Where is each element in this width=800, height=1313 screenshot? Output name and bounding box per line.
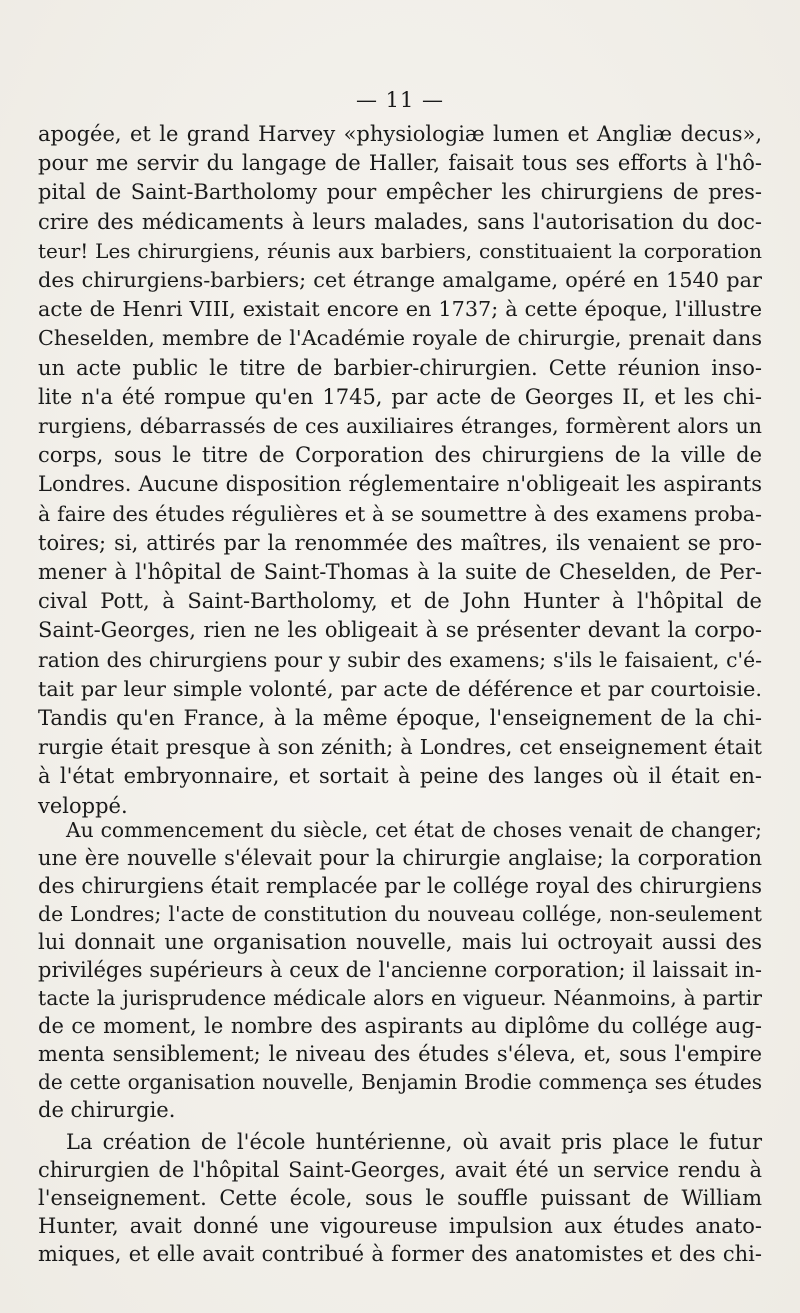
text-line: pital de Saint-Bartholomy pour empêcher les chirurgiens de pres- xyxy=(38,180,762,205)
text-line: apogée, et le grand Harvey «physiologiæ lumen et Angliæ decus», xyxy=(38,122,762,146)
text-line: de cette organisation nouvelle, Benjamin Brodie commença ses études xyxy=(38,1070,762,1094)
text-line: ration des chirurgiens pour y subir des examens; s'ils le faisaient, c'é- xyxy=(38,647,762,672)
page-number: — 11 — xyxy=(355,88,445,112)
text-line: Cheselden, membre de l'Académie royale de chirurgie, prenait dans xyxy=(38,326,762,351)
text-line: Hunter, avait donné une vigoureuse impulsion aux études anato- xyxy=(38,1214,762,1238)
text-line: priviléges supérieurs à ceux de l'ancienne corporation; il laissait in- xyxy=(38,958,762,982)
text-line: pour me servir du langage de Haller, faisait tous ses efforts à l'hô- xyxy=(38,151,762,176)
text-line: des chirurgiens était remplacée par le collége royal des chirurgiens xyxy=(38,874,762,898)
text-line: crire des médicaments à leurs malades, sans l'autorisation du doc- xyxy=(38,209,762,234)
text-line: rurgie était presque à son zénith; à Londres, cet enseignement était xyxy=(38,735,762,760)
text-line: La création de l'école huntérienne, où avait pris place le futur xyxy=(66,1130,762,1154)
text-line: cival Pott, à Saint-Bartholomy, et de John Hunter à l'hôpital de xyxy=(38,589,762,614)
text-line: Au commencement du siècle, cet état de choses venait de changer; xyxy=(66,818,762,842)
text-line: à faire des études régulières et à se soumettre à des examens proba- xyxy=(38,501,762,526)
text-line: toires; si, attirés par la renommée des maîtres, ils venaient se pro- xyxy=(38,530,762,555)
text-line: de ce moment, le nombre des aspirants au diplôme du collége aug- xyxy=(38,1014,762,1038)
text-line: veloppé. xyxy=(38,793,128,818)
text-line: des chirurgiens-barbiers; cet étrange amalgame, opéré en 1540 par xyxy=(38,268,762,293)
paragraph-1 xyxy=(38,120,762,821)
paragraph-2-3 xyxy=(38,816,762,1268)
text-line: Londres. Aucune disposition réglementaire n'obligeait les aspirants xyxy=(38,472,762,497)
text-line: Saint-Georges, rien ne les obligeait à se présenter devant la corpo- xyxy=(38,618,762,643)
text-line: chirurgien de l'hôpital Saint-Georges, avait été un service rendu à xyxy=(38,1158,762,1182)
text-line: acte de Henri VIII, existait encore en 1737; à cette époque, l'illustre xyxy=(38,297,762,322)
text-line: tacte la jurisprudence médicale alors en vigueur. Néanmoins, à partir xyxy=(38,986,762,1010)
text-line: à l'état embryonnaire, et sortait à peine des langes où il était en- xyxy=(38,764,762,789)
text-line: miques, et elle avait contribué à former des anatomistes et des chi- xyxy=(38,1242,762,1266)
text-line: lite n'a été rompue qu'en 1745, par acte de Georges II, et les chi- xyxy=(38,384,762,409)
text-line: un acte public le titre de barbier-chirurgien. Cette réunion inso- xyxy=(38,355,762,380)
text-line: une ère nouvelle s'élevait pour la chirurgie anglaise; la corporation xyxy=(38,846,762,870)
text-line: mener à l'hôpital de Saint-Thomas à la suite de Cheselden, de Per- xyxy=(38,560,762,585)
text-line: tait par leur simple volonté, par acte de déférence et par courtoisie. xyxy=(38,676,762,701)
text-line: teur! Les chirurgiens, réunis aux barbiers, constituaient la corporation xyxy=(38,238,762,263)
text-line: de chirurgie. xyxy=(38,1098,176,1122)
text-line: de Londres; l'acte de constitution du nouveau collége, non-seulement xyxy=(38,902,762,926)
text-line: l'enseignement. Cette école, sous le souffle puissant de William xyxy=(38,1186,762,1210)
text-line: menta sensiblement; le niveau des études s'éleva, et, sous l'empire xyxy=(38,1042,762,1066)
text-line: rurgiens, débarrassés de ces auxiliaires étranges, formèrent alors un xyxy=(38,414,762,439)
text-line: lui donnait une organisation nouvelle, mais lui octroyait aussi des xyxy=(38,930,762,954)
text-line: Tandis qu'en France, à la même époque, l'enseignement de la chi- xyxy=(38,706,762,731)
text-line: corps, sous le titre de Corporation des chirurgiens de la ville de xyxy=(38,443,762,468)
